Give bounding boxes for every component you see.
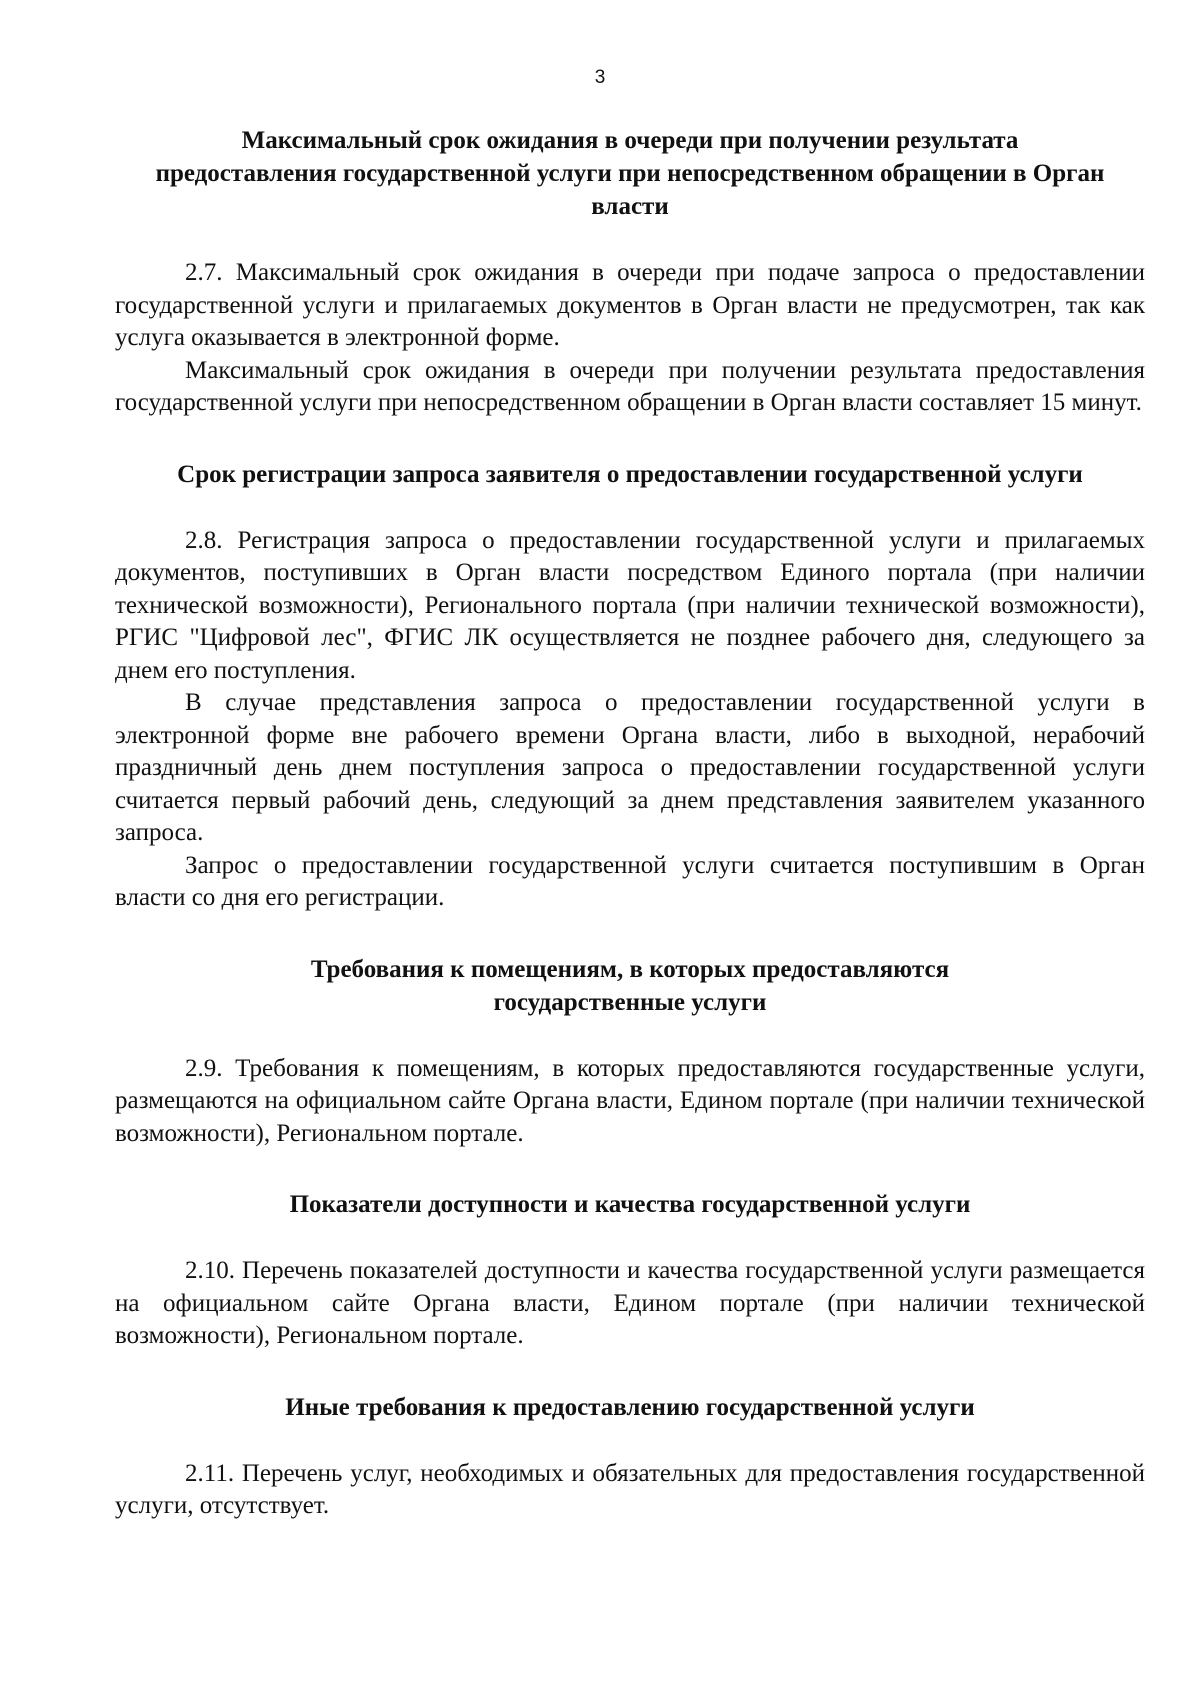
paragraph: Максимальный срок ожидания в очереди при получении результата предоставления государственной услуги при непосредственном обращении в Орган власти составляет 15 минут. <box>115 356 1145 416</box>
section-heading: Требования к помещениям, в которых предоставляются государственные услуги <box>310 955 950 1016</box>
paragraph: 2.11. Перечень услуг, необходимых и обязательных для предоставления государственной услуги, отсутствует. <box>115 1459 1145 1519</box>
paragraph: 2.10. Перечень показателей доступности и качества государственной услуги размещается на официальном сайте Органа власти, Едином портале (при наличии технической возможности), Региональном портале. <box>115 1257 1145 1349</box>
paragraph: 2.9. Требования к помещениям, в которых предоставляются государственные услуги, размещаются на официальном сайте Органа власти, Едином портале (при наличии технической возможности), Региональном портале. <box>115 1054 1145 1147</box>
page-number: 3 <box>594 67 606 88</box>
section-heading: Иные требования к предоставлению государственной услуги <box>285 1393 975 1421</box>
section-heading: Показатели доступности и качества государственной услуги <box>289 1191 971 1218</box>
paragraph: В случае представления запроса о предоставлении государственной услуги в электронной форме вне рабочего времени Органа власти, либо в выходной, нерабочий праздничный день днем поступления запроса о предоставлении государственной услуги считается первый рабочий день, следующий за днем представления заявителем указанного запроса. <box>115 689 1145 846</box>
section-heading: Срок регистрации запроса заявителя о предоставлении государственной услуги <box>177 460 1083 488</box>
paragraph: 2.8. Регистрация запроса о предоставлении государственной услуги и прилагаемых документов, поступивших в Орган власти посредством Единого портала (при наличии технической возможности), Регионального портала (при наличии технической возможности), РГИС "Цифровой лес", ФГИС ЛК осуществляется не позднее рабочего дня, следующего за днем его поступления. <box>115 526 1145 684</box>
document-body <box>115 124 1145 1523</box>
paragraph: Запрос о предоставлении государственной услуги считается поступившим в Орган власти со дня его регистрации. <box>115 851 1145 911</box>
section-heading: Максимальный срок ожидания в очереди при получении результата предоставления государственной услуги при непосредственном обращении в Орган власти <box>155 127 1105 220</box>
paragraph: 2.7. Максимальный срок ожидания в очереди при подаче запроса о предоставлении государственной услуги и прилагаемых документов в Орган власти не предусмотрен, так как услуга оказывается в электронной форме. <box>115 259 1145 351</box>
